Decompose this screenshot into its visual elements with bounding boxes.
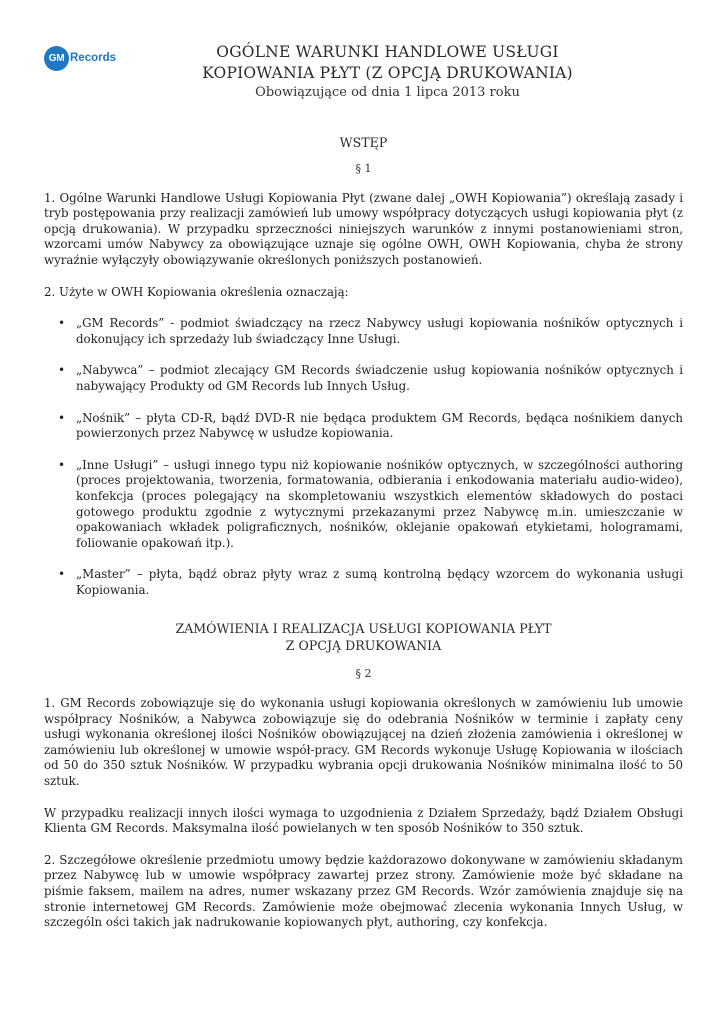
orders-heading-line1: ZAMÓWIENIA I REALIZACJA USŁUGI KOPIOWANIA PŁYT bbox=[175, 621, 552, 637]
definition-item: • „Master” – płyta, bądź obraz płyty wraz z sumą kontrolną będący wzorcem do wykonania usługi Kopiowania. bbox=[44, 567, 683, 598]
intro-paragraph-1: 1. Ogólne Warunki Handlowe Usługi Kopiowania Płyt (zwane dalej „OWH Kopiowania”) określają zasady i tryb postępowania przy realizacji zamówień lub umowy współpracy dotyczących usługi kopiowania płyt (z opcją drukowania). W przypadku sprzeczności niniejszych warunków z innymi postanowieniami stron, wzorcami umów Nabywcy za obowiązujące uznaje się ogólne OWH, OWH Kopiowania, chyba że strony wyraźnie wyłączyły obowiązywanie określonych poniższych postanowień. bbox=[44, 190, 683, 267]
definition-item: • „Nabywca” – podmiot zlecający GM Records świadczenie usług kopiowania nośników optycznych i nabywający Produkty od GM Records lub Innych Usług. bbox=[44, 363, 683, 394]
orders-section-mark: § 2 bbox=[355, 667, 372, 681]
logo-text: Records bbox=[70, 52, 117, 64]
intro-section-mark: § 1 bbox=[355, 162, 372, 175]
definition-item: • „Nośnik” – płyta CD-R, bądź DVD-R nie będąca produktem GM Records, będąca nośnikiem danych powierzonych przez Nabywcę w usłudze kopiowania. bbox=[44, 411, 683, 442]
intro-paragraph-2: 2. Użyte w OWH Kopiowania określenia oznaczają: bbox=[44, 284, 349, 299]
orders-paragraph-1: 1. GM Records zobowiązuje się do wykonania usługi kopiowania określonych w zamówieniu lub umowie współpracy Nośników, a Nabywca zobowiązuje się do odebrania Nośników w terminie i zapłaty ceny usługi wykonania określonej ilości Nośników obowiązującej na dzień złożenia zamówienia i określonej w zamówieniu lub określonej w umowie współ-pracy. GM Records wykonuje Usługę Kopiowania w ilościach od 50 do 350 sztuk Nośników. W przypadku wybrania opcji drukowania Nośników minimalna ilość to 50 sztuk. bbox=[44, 696, 683, 789]
document-subtitle: Obowiązujące od dnia 1 lipca 2013 roku bbox=[255, 85, 520, 100]
company-logo bbox=[44, 46, 116, 70]
orders-heading-line2: Z OPCJĄ DRUKOWANIA bbox=[285, 638, 442, 654]
document-body bbox=[44, 130, 683, 931]
document-title-line1: OGÓLNE WARUNKI HANDLOWE USŁUGI bbox=[216, 43, 559, 61]
intro-heading: WSTĘP bbox=[339, 135, 388, 150]
document-title-line2: KOPIOWANIA PŁYT (Z OPCJĄ DRUKOWANIA) bbox=[202, 64, 573, 82]
definition-item: • „Inne Usługi” – usługi innego typu niż kopiowanie nośników optycznych, w szczególności authoring (proces projektowania, tworzenia, formatowania, odbierania i enkodowania materiału audio-wideo), konfekcja (proces polegający na skompletowaniu wszystkich elementów składowych do postaci gotowego produktu zgodnie z wytycznymi przekazanymi przez Nabywcę m.in. umieszczanie w opakowaniach wkładek poligraficznych, nośników, oklejanie opakowań etykietami, hologramami, foliowanie opakowań itp.). bbox=[44, 458, 683, 552]
definitions-list bbox=[44, 316, 683, 598]
document-header bbox=[140, 42, 635, 102]
logo-badge: GM bbox=[44, 46, 69, 71]
orders-paragraph-3: 2. Szczegółowe określenie przedmiotu umowy będzie każdorazowo dokonywane w zamówieniu składanym przez Nabywcę lub w umowie współpracy zawartej przez strony. Zamówienie może być składane na piśmie faksem, mailem na adres, numer wskazany przez GM Records. Wzór zamówienia znajduje się na stronie internetowej GM Records. Zamówienie może obejmować zlecenia wykonania Innych Usług, w szczególn ości takich jak nadrukowanie kopiowanych płyt, authoring, czy konfekcja. bbox=[44, 852, 683, 930]
orders-paragraph-2: W przypadku realizacji innych ilości wymaga to uzgodnienia z Działem Sprzedaży, bądź Działem Obsługi Klienta GM Records. Maksymalna ilość powielanych w ten sposób Nośników to 350 sztuk. bbox=[44, 805, 683, 836]
definition-item: • „GM Records” - podmiot świadczący na rzecz Nabywcy usługi kopiowania nośników optycznych i dokonujący ich sprzedaży lub świadczący Inne Usługi. bbox=[44, 316, 683, 347]
